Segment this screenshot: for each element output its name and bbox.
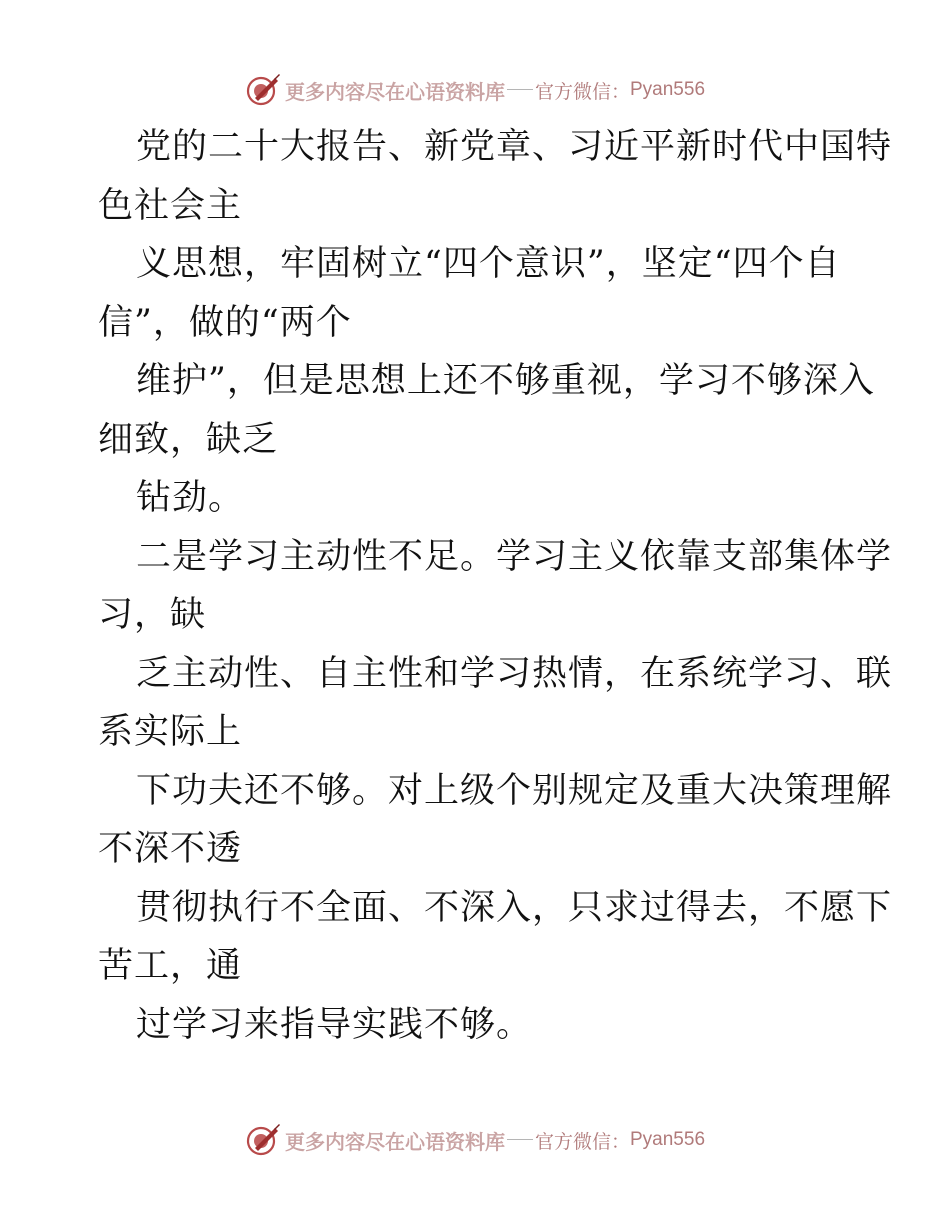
text-line: 二是学习主动性不足。学习主义依靠支部集体学 <box>136 536 893 577</box>
text-line: 义思想，牢固树立“四个意识”，坚定“四个自 <box>136 244 841 284</box>
document-body <box>98 118 893 1054</box>
banner-wechat-label: 官方微信： <box>534 1130 630 1153</box>
banner-dash <box>507 1139 533 1140</box>
text-line: 不深不透 <box>98 829 243 869</box>
text-line: 系实际上 <box>98 712 243 752</box>
banner-title: 更多内容尽在心语资料库 <box>284 79 505 104</box>
banner-wechat-label: 官方微信： <box>534 80 630 103</box>
pen-logo-icon <box>245 1122 281 1158</box>
text-line: 细致，缺乏 <box>98 419 279 460</box>
text-line: 习，缺 <box>98 595 207 635</box>
text-line: 过学习来指导实践不够。 <box>136 1004 533 1045</box>
text-line: 下功夫还不够。对上级个别规定及重大决策理解 <box>136 770 893 811</box>
banner-wechat-id: Pyan556 <box>630 79 706 100</box>
banner-wechat-id: Pyan556 <box>630 1129 706 1150</box>
text-line: 乏主动性、自主性和学习热情，在系统学习、联 <box>136 653 893 694</box>
text-line: 色社会主 <box>98 185 243 226</box>
footer-banner <box>0 1122 950 1158</box>
header-banner <box>0 72 950 108</box>
text-line: 信”，做的“两个 <box>98 302 352 343</box>
text-line: 维护”，但是思想上还不够重视，学习不够深入 <box>136 361 875 401</box>
text-line: 贯彻执行不全面、不深入，只求过得去，不愿下 <box>136 887 893 928</box>
text-line: 苦工，通 <box>98 946 243 986</box>
pen-logo-icon <box>245 72 281 108</box>
banner-title: 更多内容尽在心语资料库 <box>284 1129 505 1154</box>
text-line: 党的二十大报告、新党章、习近平新时代中国特 <box>136 127 893 167</box>
text-line: 钻劲。 <box>136 478 245 518</box>
banner-dash <box>507 89 533 90</box>
